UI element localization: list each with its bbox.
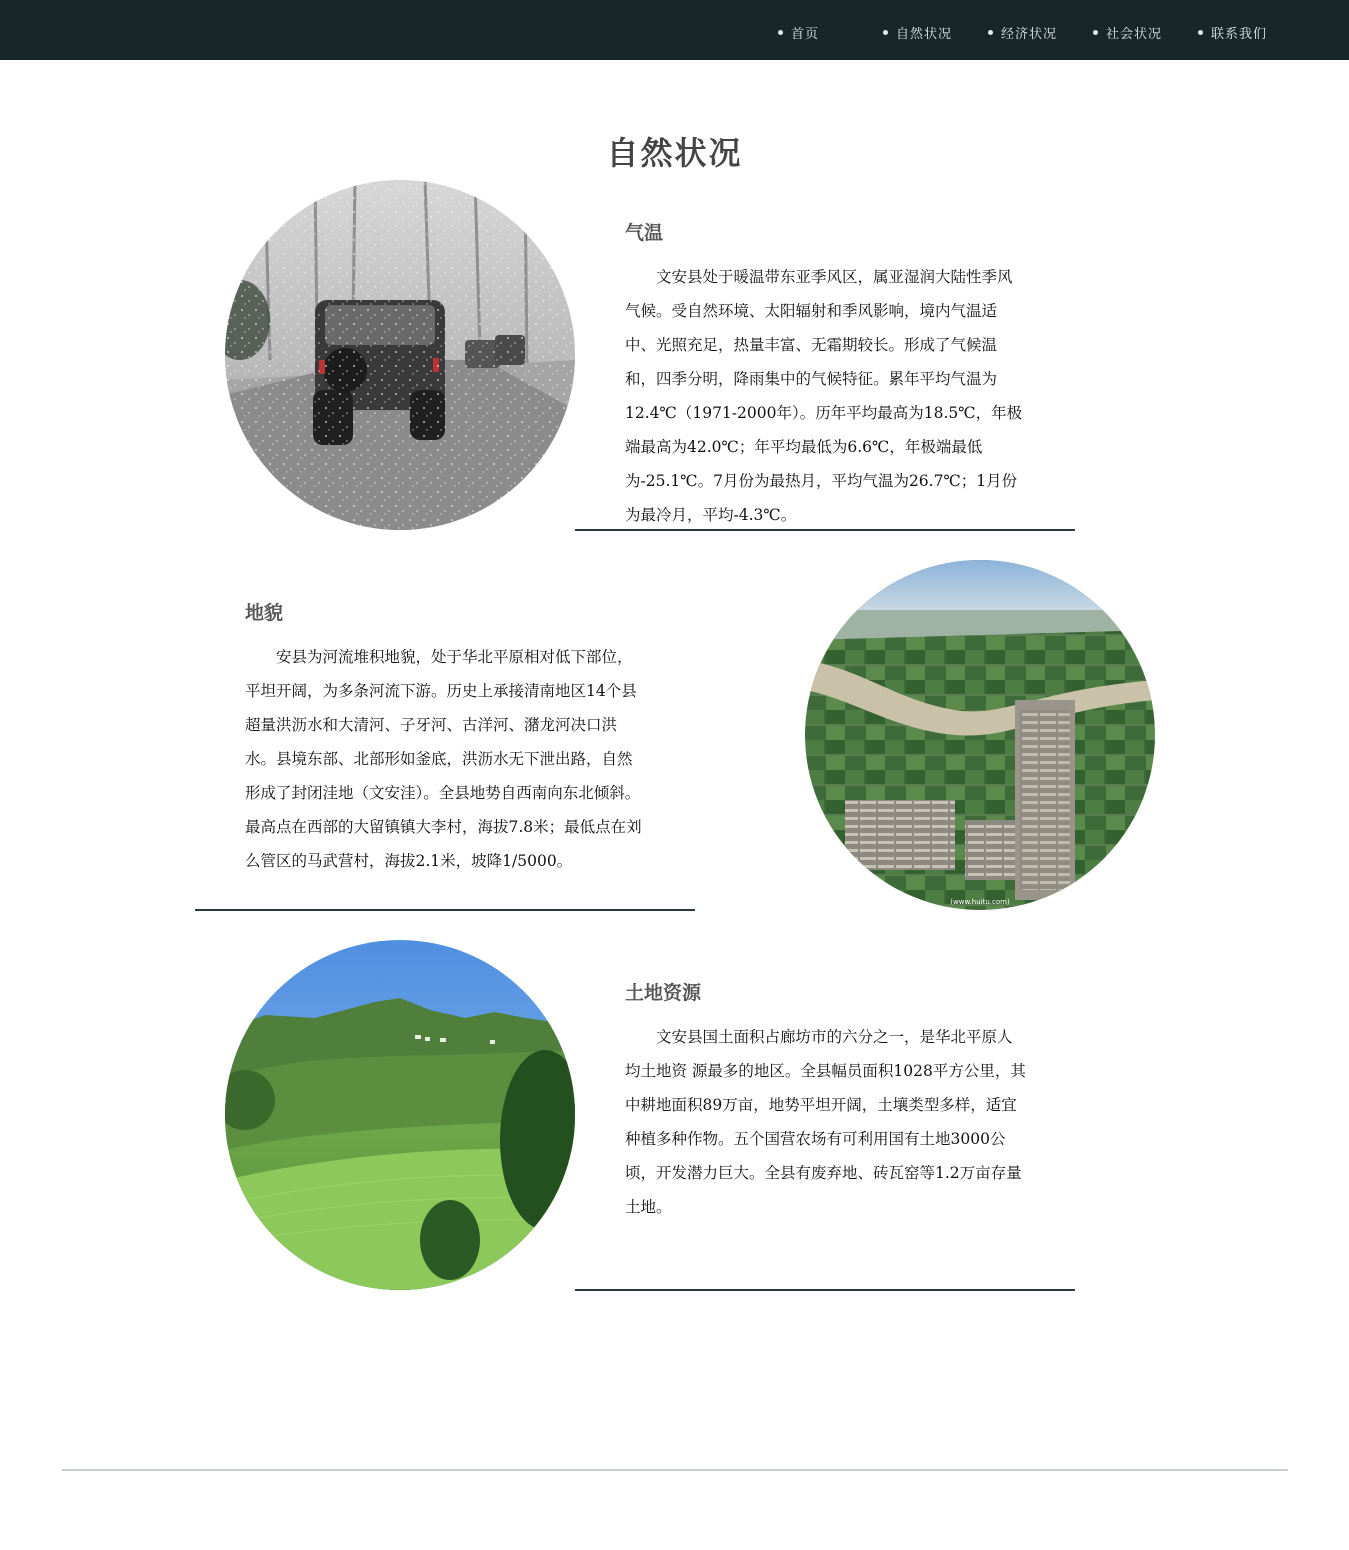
bullet-icon <box>1093 30 1098 35</box>
section-divider <box>575 529 1075 531</box>
green-mountain-photo <box>225 940 575 1290</box>
nav-item-label: 自然状况 <box>896 26 953 42</box>
bullet-icon <box>778 30 783 35</box>
section-text-land-resources: 文安县国土面积占廊坊市的六分之一，是华北平原人均土地资 源最多的地区。全县幅员面积1028平方公里，其中耕地面积89万亩，地势平坦开阔，土壤类型多样，适宜种植多种作物。五个国营农场有可利用国有土地3000公顷，开发潜力巨大。全县有废弃地、砖瓦窑等1.2万亩存量土地。 <box>625 1028 1026 1216</box>
section-heading-land-resources: 土地资源 <box>625 982 702 1004</box>
bullet-icon <box>883 30 888 35</box>
section-heading-landform: 地貌 <box>245 602 284 624</box>
page-title: 自然状况 <box>606 134 743 172</box>
bullet-icon <box>988 30 993 35</box>
nav-item-society[interactable] <box>1093 22 1162 42</box>
nav-item-contact[interactable] <box>1198 22 1267 42</box>
section-text-landform: 安县为河流堆积地貌，处于华北平原相对低下部位，平坦开阔，为多条河流下游。历史上承接清南地区14个县超量洪沥水和大清河、子牙河、古洋河、潴龙河决口洪水。县境东部、北部形如釜底，洪沥水无下泄出路，自然形成了封闭洼地（文安洼）。全县地势自西南向东北倾斜。最高点在西部的大留镇镇大李村，海拔7.8米；最低点在刘么管区的马武营村，海拔2.1米，坡降1/5000。 <box>245 648 642 870</box>
nav-item-label: 经济状况 <box>1001 26 1058 42</box>
snowy-road-photo <box>225 180 575 530</box>
top-nav-bar <box>0 0 1349 60</box>
section-divider <box>575 1289 1075 1291</box>
photo-watermark: (www.huitu.com) <box>950 898 1010 906</box>
section-divider <box>195 909 695 911</box>
nav-item-label: 联系我们 <box>1211 26 1268 42</box>
nav-item-natural[interactable] <box>883 22 952 42</box>
bullet-icon <box>1198 30 1203 35</box>
section-heading-temperature: 气温 <box>625 222 664 244</box>
section-text-temperature: 文安县处于暖温带东亚季风区，属亚湿润大陆性季风气候。受自然环境、太阳辐射和季风影响，境内气温适中、光照充足，热量丰富、无霜期较长。形成了气候温和，四季分明，降雨集中的气候特征。累年平均气温为12.4℃（1971-2000年）。历年平均最高为18.5℃，年极端最高为42.0℃；年平均最低为6.6℃，年极端最低为-25.1℃。7月份为最热月，平均气温为26.7℃；1月份为最冷月，平均-4.3℃。 <box>625 268 1023 524</box>
nav-item-economy[interactable] <box>988 22 1057 42</box>
nav-item-home[interactable] <box>778 22 819 42</box>
footer-divider <box>62 1469 1288 1471</box>
nav-item-label: 社会状况 <box>1106 26 1163 42</box>
aerial-farmland-photo <box>805 560 1155 910</box>
nav-item-label: 首页 <box>791 26 820 42</box>
